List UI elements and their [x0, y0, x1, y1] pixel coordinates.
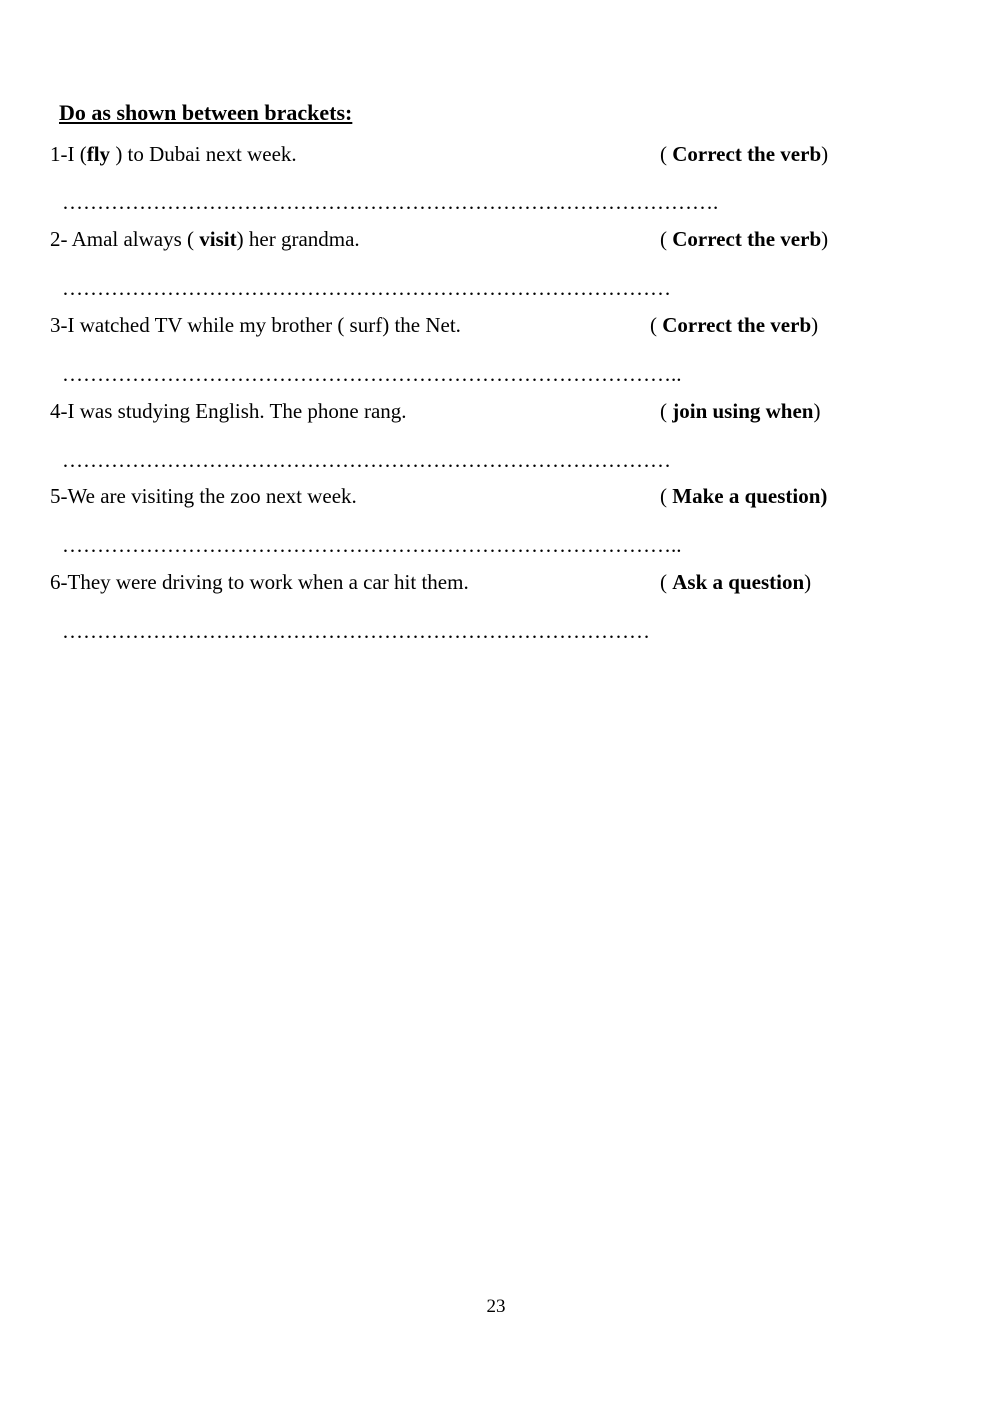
answer-line-2[interactable]: …………………………………………………………………………… [62, 276, 671, 300]
question-5 [50, 484, 357, 509]
question-text: ) to Dubai next week. [110, 142, 297, 166]
question-verb: fly [86, 142, 111, 166]
answer-line-3[interactable]: …………………………………………………………………………….. [62, 362, 682, 386]
question-verb: visit [199, 227, 237, 251]
question-text: 4-I was studying English. The phone rang. [50, 399, 407, 423]
instruction-6: ( Ask a question) [660, 570, 812, 594]
question-3 [50, 313, 461, 338]
instruction-4: ( join using when) [660, 399, 821, 423]
question-text: 5-We are visiting the zoo next week. [50, 484, 357, 508]
question-text: 3-I watched TV while my brother ( surf) the Net. [50, 313, 461, 337]
instruction-5: ( Make a question) [660, 484, 828, 508]
question-text: 1-I ( [50, 142, 87, 166]
answer-line-4[interactable]: …………………………………………………………………………… [62, 448, 671, 472]
question-6 [50, 570, 469, 595]
instruction-2: ( Correct the verb) [660, 227, 829, 251]
question-text: ) her grandma. [236, 227, 360, 251]
answer-line-5[interactable]: …………………………………………………………………………….. [62, 533, 682, 557]
page-number: 23 [486, 1296, 506, 1317]
answer-line-6[interactable]: ………………………………………………………………………… [62, 619, 650, 643]
question-1 [50, 142, 297, 167]
instruction-3: ( Correct the verb) [650, 313, 819, 337]
page-heading: Do as shown between brackets: [59, 100, 353, 125]
question-2 [50, 227, 360, 252]
question-text: 6-They were driving to work when a car hit them. [50, 570, 469, 594]
answer-line-1[interactable]: …………………………………………………………………………………. [62, 190, 719, 214]
question-4 [50, 399, 407, 424]
question-text: 2- Amal always ( [50, 227, 200, 251]
instruction-1: ( Correct the verb) [660, 142, 829, 166]
